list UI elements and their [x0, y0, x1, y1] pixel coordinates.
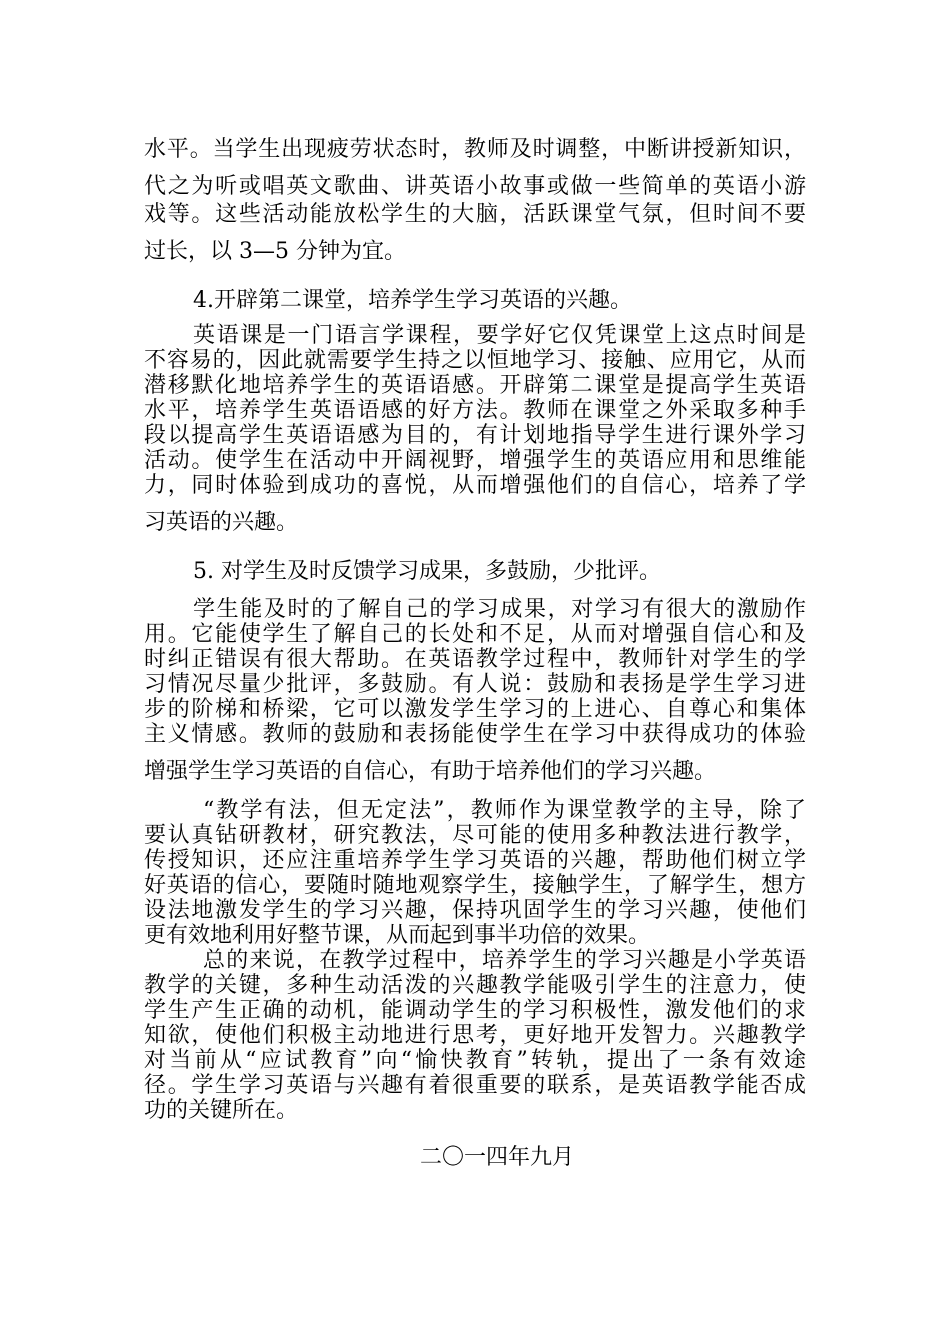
paragraph-3-line-5: 步的阶梯和桥梁，它可以激发学生学习的上进心、自尊心和集体: [144, 697, 806, 722]
paragraph-3-line-2: 用。它能使学生了解自己的长处和不足，从而对增强自信心和及: [144, 622, 806, 647]
paragraph-2-line-4: 水平，培养学生英语语感的好方法。教师在课堂之外采取多种手: [144, 398, 806, 423]
paragraph-4-line-5: 设法地激发学生的学习兴趣，保持巩固学生的学习兴趣，使他们: [144, 898, 806, 923]
paragraph-5-line-1: 总的来说，在教学过程中，培养学生的学习兴趣是小学英语: [203, 948, 806, 973]
paragraph-2-line-6: 活动。使学生在活动中开阔视野，增强学生的英语应用和思维能: [144, 448, 806, 473]
paragraph-5-line-7: 功的关键所在。: [144, 1098, 299, 1123]
section-heading-4: 4.开辟第二课堂，培养学生学习英语的兴趣。: [193, 288, 632, 313]
paragraph-4-line-1: “教学有法，但无定法”，教师作为课堂教学的主导，除了: [203, 798, 806, 823]
paragraph-3-line-4: 习情况尽量少批评，多鼓励。有人说：鼓励和表扬是学生学习进: [144, 672, 806, 697]
paragraph-2-line-2: 不容易的，因此就需要学生持之以恒地学习、接触、应用它，从而: [144, 348, 806, 373]
paragraph-1-line-2: 代之为听或唱英文歌曲、讲英语小故事或做一些简单的英语小游: [144, 174, 806, 199]
paragraph-4-line-4: 好英语的信心，要随时随地观察学生，接触学生，了解学生，想方: [144, 873, 806, 898]
paragraph-4-line-3: 传授知识，还应注重培养学生学习英语的兴趣，帮助他们树立学: [144, 848, 806, 873]
paragraph-3-line-7: 增强学生学习英语的自信心，有助于培养他们的学习兴趣。: [144, 759, 717, 784]
paragraph-2-line-3: 潜移默化地培养学生的英语语感。开辟第二课堂是提高学生英语: [144, 373, 806, 398]
paragraph-4-line-6: 更有效地利用好整节课，从而起到事半功倍的效果。: [144, 923, 651, 948]
document-date: 二〇一四年九月: [419, 1145, 574, 1170]
paragraph-2-line-5: 段以提高学生英语语感为目的，有计划地指导学生进行课外学习: [144, 423, 806, 448]
paragraph-3-line-6: 主义情感。教师的鼓励和表扬能使学生在学习中获得成功的体验: [144, 722, 806, 747]
paragraph-2-line-1: 英语课是一门语言学课程，要学好它仅凭课堂上这点时间是: [193, 323, 806, 348]
paragraph-5-line-5: 对当前从“应试教育”向“愉快教育”转轨，提出了一条有效途: [144, 1048, 806, 1073]
paragraph-5-line-4: 知欲，使他们积极主动地进行思考，更好地开发智力。兴趣教学: [144, 1023, 806, 1048]
section-heading-5: 5. 对学生及时反馈学习成果，多鼓励，少批评。: [193, 559, 661, 584]
paragraph-5-line-2: 教学的关键，多种生动活泼的兴趣教学能吸引学生的注意力，使: [144, 973, 806, 998]
paragraph-1-line-4: 过长，以 3—5 分钟为宜。: [144, 239, 406, 264]
paragraph-2-line-7: 力，同时体验到成功的喜悦，从而增强他们的自信心，培养了学: [144, 473, 806, 498]
paragraph-3-line-1: 学生能及时的了解自己的学习成果，对学习有很大的激励作: [193, 597, 806, 622]
paragraph-5-line-3: 学生产生正确的动机，能调动学生的学习积极性，激发他们的求: [144, 998, 806, 1023]
paragraph-5-line-6: 径。学生学习英语与兴趣有着很重要的联系，是英语教学能否成: [144, 1073, 806, 1098]
paragraph-3-line-3: 时纠正错误有很大帮助。在英语教学过程中，教师针对学生的学: [144, 647, 806, 672]
paragraph-4-line-2: 要认真钻研教材，研究教法，尽可能的使用多种教法进行教学，: [144, 823, 806, 848]
paragraph-1-line-3: 戏等。这些活动能放松学生的大脑，活跃课堂气氛，但时间不要: [144, 202, 806, 227]
paragraph-2-line-8: 习英语的兴趣。: [144, 510, 299, 535]
paragraph-1-line-1: 水平。当学生出现疲劳状态时，教师及时调整，中断讲授新知识，: [144, 137, 806, 162]
